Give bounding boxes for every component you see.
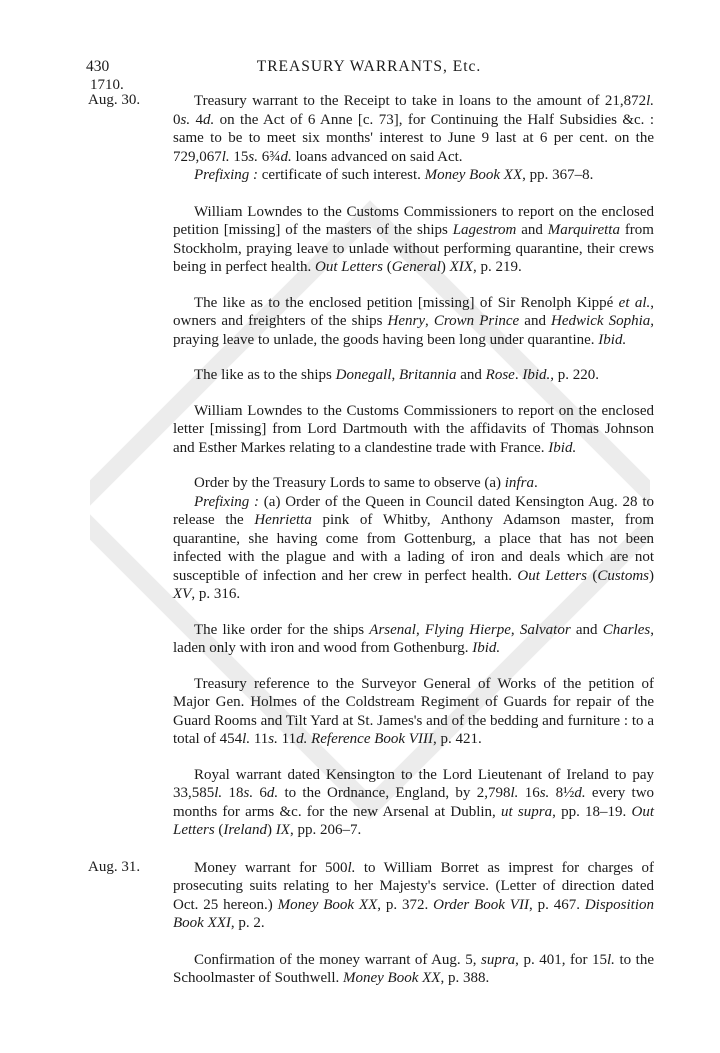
entry-text: Treasury reference to the Surveyor General of Works of the petition of Major Gen. Holmes of the Coldstream Regiment of Guards for repair of the Guard Rooms and Tilt Yard at St. James's and of the bedding and furniture : to a total of 454l. 11s. 11d. Reference Book VIII, p. 421. [173,675,654,747]
entry [86,402,654,458]
entry [86,203,654,277]
entry [86,951,654,988]
entries-list [86,92,654,1006]
entry-text: The like as to the enclosed petition [missing] of Sir Renolph Kippé et al., owners and freighters of the ships Henry, Crown Prince and Hedwick Sophia, praying leave to unlade, the goods having been long under quarantine. Ibid. [173,294,654,348]
entry-prefixing: Prefixing : certificate of such interest. Money Book XX, pp. 367–8. [194,167,594,183]
entry-text: William Lowndes to the Customs Commissioners to report on the enclosed petition [missing] of the masters of the ships Lagestrom and Marquiretta from Stockholm, praying leave to unlade without performing quarantine, their crews being in perfect health. Out Letters (General) XIX, p. 219. [173,203,654,275]
entry-text: The like order for the ships Arsenal, Flying Hierpe, Salvator and Charles, laden only with iron and wood from Gothenburg. Ibid. [173,621,655,656]
entry-text: William Lowndes to the Customs Commissioners to report on the enclosed letter [missing] from Lord Dartmouth with the affidavits of Thomas Johnson and Esther Markes relating to a clandestine trade with France. Ibid. [173,402,654,456]
entry-text: Money warrant for 500l. to William Borret as imprest for charges of prosecuting suits relating to her Majesty's service. (Letter of direction dated Oct. 25 hereon.) Money Book XX, p. 372. Order Book VII, p. 467. Disposition Book XXI, p. 2. [173,859,655,931]
running-title: TREASURY WARRANTS, Etc. [256,58,482,75]
entry-prefixing: Prefixing : (a) Order of the Queen in Council dated Kensington Aug. 28 to release the Henrietta pink of Whitby, Anthony Adamson master, from quarantine, she having come from Gottenburg, a place that has not been infected with the plague and with a lading of iron and deals which are not susceptible of infection and her crew in perfect health. Out Letters (Customs) XV, p. 316. [173,493,655,602]
entry [86,766,654,840]
entry [86,294,654,350]
page-number: 430 [86,58,110,75]
entry-text: The like as to the ships Donegall, Britannia and Rose. Ibid., p. 220. [194,367,600,383]
entry [86,859,654,933]
entry-date: Aug. 30. [88,92,141,108]
page-header [86,58,652,80]
entry [86,474,654,604]
entry [86,621,654,658]
entry-text: Order by the Treasury Lords to same to observe (a) infra. [194,475,538,491]
entry [86,92,654,185]
entry-text: Treasury warrant to the Receipt to take in loans to the amount of 21,872l. 0s. 4d. on the Act of 6 Anne [c. 73], for Continuing the Half Subsidies &c. : same to be to meet six months' interest to June 9 last at 6 per cent. on the 729,067l. 15s. 6¾d. loans advanced on said Act. [173,93,654,165]
entry [86,366,654,385]
entry-text: Royal warrant dated Kensington to the Lord Lieutenant of Ireland to pay 33,585l. 18s. 6d. to the Ordnance, England, by 2,798l. 16s. 8½d. every two months for arms &c. for the new Arsenal at Dublin, ut supra, pp. 18–19. Out Letters (Ireland) IX, pp. 206–7. [173,766,655,838]
year-label: 1710. [90,77,124,93]
entry [86,675,654,749]
entry-text: Confirmation of the money warrant of Aug. 5, supra, p. 401, for 15l. to the Schoolmaster of Southwell. Money Book XX, p. 388. [173,951,654,986]
entry-date: Aug. 31. [88,858,141,875]
